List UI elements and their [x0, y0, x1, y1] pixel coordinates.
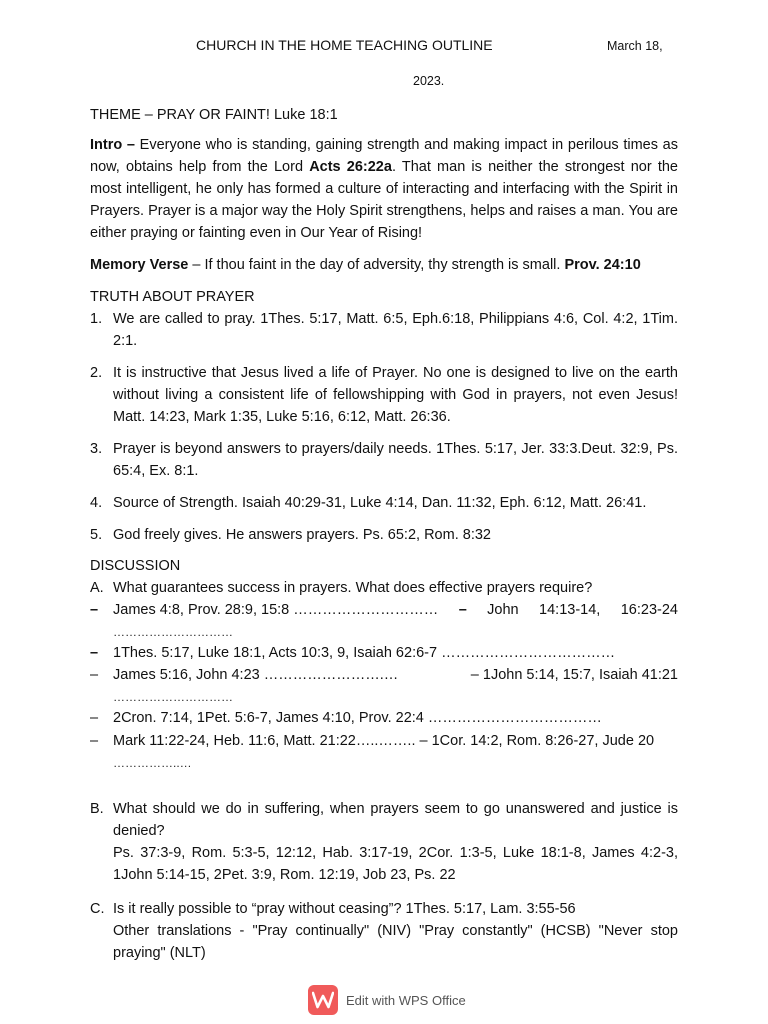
list-item-text: It is instructive that Jesus lived a life of Prayer. No one is designed to live on the earth without living a consistent life of fellowshipping with God in prayers, not even Jesus! Matt. 14:23, Mark 1:35, Luke 5:16, 6:12, Matt. 26:36.	[113, 365, 678, 425]
intro-label: Intro –	[90, 137, 135, 153]
question-text: What should we do in suffering, when prayers seem to go unanswered and justice is denied?	[113, 801, 678, 839]
theme-heading: THEME – PRAY OR FAINT! Luke 18:1	[90, 107, 338, 123]
question-letter: C.	[90, 901, 105, 917]
list-item-number: 5.	[90, 527, 103, 543]
list-item-text: We are called to pray. 1Thes. 5:17, Matt. 6:5, Eph.6:18, Philippians 4:6, Col. 4:2, 1Tim. 2:1.	[113, 311, 678, 349]
truth-heading: TRUTH ABOUT PRAYER	[90, 289, 255, 305]
list-item-number: 3.	[90, 441, 103, 457]
intro-text-1: Everyone who is standing, gaining strength and making impact in perilous times as now, obtains help from the Lord	[90, 137, 679, 175]
memory-label: Memory Verse	[90, 257, 189, 273]
dash-bullet: –	[90, 602, 99, 618]
reference-text: – 1John 5:14, 15:7, Isaiah 41:21	[470, 667, 678, 683]
dash-separator: –	[458, 602, 467, 618]
reference-text: 16:23-24	[620, 602, 678, 618]
discussion-heading: DISCUSSION	[90, 558, 181, 574]
reference-line-content	[113, 599, 678, 643]
translations-text: Other translations - "Pray continually" (NIV) "Pray constantly" (HCSB) "Never stop praying" (NLT)	[113, 923, 678, 961]
dash-bullet: –	[90, 710, 99, 726]
reference-text: Mark 11:22-24, Heb. 11:6, Matt. 21:22…..…….. – 1Cor. 14:2, Rom. 8:26-27, Jude 20	[113, 733, 655, 749]
memory-verse	[90, 254, 678, 276]
question-letter: A.	[90, 580, 104, 596]
intro-text-2: . That man is neither the strongest nor the most intelligent, he only has formed a culture of interacting and interfacing with the Spirit in Prayers. Prayer is a major way the Holy Spirit strengthens, helps and raises a man. You are either praying or fainting even in Our Year of Rising!	[90, 159, 678, 241]
fill-dots: …………………………	[113, 690, 233, 704]
intro-paragraph	[90, 134, 678, 244]
memory-text: – If thou faint in the day of adversity, thy strength is small.	[188, 257, 565, 273]
list-item-text: Source of Strength. Isaiah 40:29-31, Luke 4:14, Dan. 11:32, Eph. 6:12, Matt. 26:41.	[113, 495, 647, 511]
dash-bullet: –	[90, 733, 99, 749]
list-item-text: God freely gives. He answers prayers. Ps. 65:2, Rom. 8:32	[113, 527, 491, 543]
document-title: CHURCH IN THE HOME TEACHING OUTLINE	[196, 37, 493, 53]
reference-text: John	[487, 602, 519, 618]
reference-spread	[113, 599, 678, 621]
list-item-number: 4.	[90, 495, 103, 511]
date-line-2: 2023.	[413, 74, 445, 88]
question-letter: B.	[90, 801, 104, 817]
reference-text: 1Thes. 5:17, Luke 18:1, Acts 10:3, 9, Isaiah 62:6-7 ………………………………	[113, 645, 616, 661]
wps-w-glyph	[312, 991, 334, 1009]
question-content	[113, 898, 678, 964]
question-text: What guarantees success in prayers. What does effective prayers require?	[113, 580, 593, 596]
reference-text: 2Cron. 7:14, 1Pet. 5:6-7, James 4:10, Prov. 22:4 ………………………………	[113, 710, 602, 726]
dash-bullet: –	[90, 667, 99, 683]
reference-text: 14:13-14,	[539, 602, 601, 618]
wps-watermark	[308, 985, 466, 1015]
fill-dots: …………………………	[113, 625, 233, 639]
memory-reference: Prov. 24:10	[564, 257, 641, 273]
watermark-text: Edit with WPS Office	[346, 992, 466, 1008]
list-item-number: 2.	[90, 365, 103, 381]
reference-spread	[113, 664, 678, 686]
reference-text: Ps. 37:3-9, Rom. 5:3-5, 12:12, Hab. 3:17-19, 2Cor. 1:3-5, Luke 18:1-8, James 4:2-3, 1John 5:14-15, 2Pet. 3:9, Rom. 12:19, Job 23, Ps. 22	[113, 845, 678, 883]
reference-line-content	[113, 664, 678, 708]
reference-line-content	[113, 730, 678, 774]
reference-text: James 4:8, Prov. 28:9, 15:8 …………………………	[113, 602, 439, 618]
list-item-text: Prayer is beyond answers to prayers/daily needs. 1Thes. 5:17, Jer. 33:3.Deut. 32:9, Ps. 65:4, Ex. 8:1.	[113, 441, 678, 479]
wps-logo-icon	[308, 985, 338, 1015]
intro-reference: Acts 26:22a	[309, 159, 392, 175]
date-line-1: March 18,	[607, 39, 663, 53]
question-text: Is it really possible to “pray without ceasing”? 1Thes. 5:17, Lam. 3:55-56	[113, 901, 576, 917]
fill-dots: ……………..…	[113, 756, 192, 770]
dash-bullet: –	[90, 645, 99, 661]
reference-text: James 5:16, John 4:23 …………………….…	[113, 667, 399, 683]
question-content	[113, 798, 678, 886]
list-item-number: 1.	[90, 311, 103, 327]
